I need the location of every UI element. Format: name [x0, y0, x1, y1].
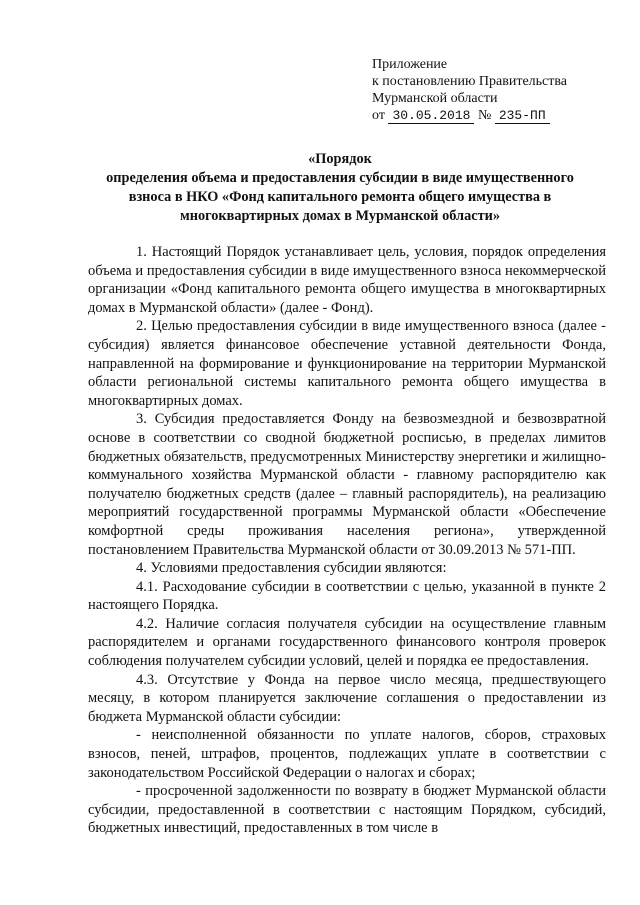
list-item-taxes: - неисполненной обязанности по уплате налогов, сборов, страховых взносов, пеней, штрафов, процентов, подлежащих уплате в соответствии с законодательством Российской Федерации о налогах и сборах;: [88, 727, 606, 781]
appendix-line-3: Мурманской области: [372, 91, 498, 106]
resolution-date: 30.05.2018: [388, 108, 474, 124]
paragraph-4-3: 4.3. Отсутствие у Фонда на первое число месяца, предшествующего месяцу, в котором планируется заключение соглашения о предоставлении из бюджета Мурманской области субсидии:: [88, 671, 606, 725]
document-title: [60, 150, 620, 226]
paragraph-4-1: 4.1. Расходование субсидии в соответствии с целью, указанной в пункте 2 настоящего Порядка.: [88, 578, 606, 614]
paragraph-4: 4. Условиями предоставления субсидии являются:: [136, 560, 447, 577]
document-body: [88, 243, 606, 838]
paragraph-4-2: 4.2. Наличие согласия получателя субсидии на осуществление главным распорядителем и органами государственного финансового контроля проверок соблюдения получателем субсидии условий, целей и порядка ее предоставления.: [88, 615, 606, 670]
paragraph-3: 3. Субсидия предоставляется Фонду на безвозмездной и безвозвратной основе в соответствии со сводной бюджетной росписью, в пределах лимитов бюджетных обязательств, предусмотренных Министерству энергетики и жилищно-коммунального хозяйства Мурманской области - главному распорядителю как получателю бюджетных средств (далее – главный распорядитель), на реализацию мероприятий государственной программы Мурманской области «Обеспечение комфортной среды проживания населения региона», утвержденной постановлением Правительства Мурманской области от 30.09.2013 № 571-ПП.: [88, 411, 606, 558]
title-line-1: «Порядок: [308, 151, 372, 167]
list-item-debt: - просроченной задолженности по возврату в бюджет Мурманской области субсидии, предоставленной в соответствии с настоящим Порядком, субсидий, бюджетных инвестиций, предоставленных в том числе в: [88, 783, 606, 837]
title-line-3: взноса в НКО «Фонд капитального ремонта общего имущества в: [128, 189, 552, 205]
paragraph-2: 2. Целью предоставления субсидии в виде имущественного взноса (далее - субсидия) является финансовое обеспечение уставной деятельности Фонда, направленной на формирование и функционирование на территории Мурманской области региональной системы капитального ремонта общего имущества в многоквартирных домах.: [88, 318, 606, 409]
appendix-line-1: Приложение: [372, 57, 448, 72]
appendix-line-2: к постановлению Правительства: [372, 74, 568, 89]
title-line-2: определения объема и предоставления субсидии в виде имущественного: [106, 170, 574, 186]
date-prefix: от: [372, 108, 385, 123]
appendix-header: [372, 56, 567, 124]
title-line-4: многоквартирных домах в Мурманской области»: [180, 208, 500, 224]
number-prefix: №: [477, 108, 492, 123]
appendix-date-line: [372, 107, 567, 124]
paragraph-1: 1. Настоящий Порядок устанавливает цель, условия, порядок определения объема и предоставления субсидии в виде имущественного взноса некоммерческой организации «Фонд капитального ремонта общего имущества в многоквартирных домах в Мурманской области» (далее - Фонд).: [88, 244, 606, 316]
resolution-number: 235-ПП: [495, 108, 550, 124]
